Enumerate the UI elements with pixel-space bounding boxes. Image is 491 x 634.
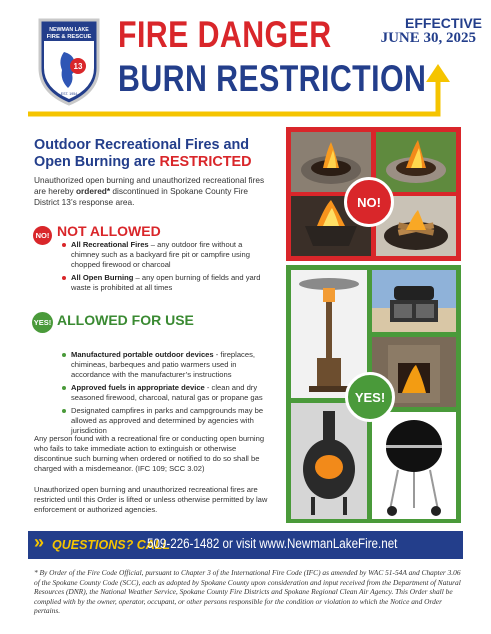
list-item: Designated campfires in parks and campgrounds may be allowed as approved and determined by agencies with jurisdiction — [62, 406, 270, 436]
logo-est: EST. 1954 — [60, 92, 78, 96]
yes-stamp-icon: YES! — [345, 372, 395, 422]
questions-label: QUESTIONS? CALL — [52, 538, 171, 552]
logo-line1: NEWMAN LAKE — [49, 27, 89, 33]
chiminea-photo — [291, 403, 367, 519]
yellow-arrow-icon — [20, 62, 480, 124]
logo-line2: FIRE & RESCUE — [46, 34, 92, 40]
effective-date: JUNE 30, 2025 — [380, 30, 476, 46]
allowed-list — [62, 350, 270, 439]
title-burn-restriction: BURN RESTRICTION — [118, 58, 427, 99]
restricted-intro: Unauthorized open burning and unauthorized recreational fires are hereby ordered* discontinued in Spokane County Fire District 13’s response area. — [34, 175, 265, 207]
restricted-heading — [34, 137, 269, 171]
chevrons-icon: » — [34, 532, 42, 552]
no-stamp-icon: NO! — [344, 177, 394, 227]
list-item: All Open Burning – any open burning of fields and yard waste is prohibited at all times — [62, 273, 267, 293]
stone-fire-ring-photo — [376, 132, 456, 192]
duration-paragraph: Unauthorized open burning and unauthorized recreational fires are restricted until this Order is lifted or unless otherwise permitted by law enforcement or authorized agencies. — [34, 485, 268, 514]
gas-grill-photo — [372, 270, 456, 332]
ordered-bold: ordered* — [75, 186, 111, 196]
effective-label: EFFECTIVE — [405, 15, 483, 31]
restricted-heading-text: Outdoor Recreational Fires and Open Burning are — [34, 137, 250, 170]
contact-phone-website[interactable]: 509-226-1482 or visit www.NewmanLakeFire.net — [147, 536, 398, 551]
charcoal-kettle-grill-photo — [372, 412, 456, 519]
not-allowed-title: NOT ALLOWED — [57, 223, 161, 239]
list-item: Manufactured portable outdoor devices - fireplaces, chimineas, barbeques and patio warmers used in accordance with the manufacturer’s instructions — [62, 350, 270, 380]
list-item: Approved fuels in appropriate device - clean and dry seasoned firewood, charcoal, natural gas or propane gas — [62, 383, 270, 403]
restricted-emphasis: RESTRICTED — [159, 154, 252, 170]
allowed-title: ALLOWED FOR USE — [57, 312, 194, 328]
not-allowed-list — [62, 240, 267, 296]
title-fire-danger: FIRE DANGER — [118, 14, 332, 55]
footnote: * By Order of the Fire Code Official, pursuant to Chapter 3 of the International Fire Code (IFC) as amended by WAC 51-54A and Chapter 3.06 of the Spokane County Code (SCC), each as adopted by Spokane County upon consideration and input received from the Department of Natural Resources (DNR), the National Weather Service, Spokane County Fire Districts and Spokane Regional Clean Air Agency. This Order shall be complied with by the owner, operator, occupant, or other persons responsible for the condition or violation to which the Notice and Order pertains. — [34, 568, 461, 616]
yes-badge-icon: YES! — [32, 312, 53, 333]
no-badge-icon: NO! — [33, 226, 52, 245]
enforcement-paragraph: Any person found with a recreational fire or conducting open burning who fails to take immediate action to extinguish or otherwise discontinue such burning when ordered or notified to do so shall be charged with a misdemeanor. (IFC 109; SCC 3.02) — [34, 434, 265, 473]
list-item: All Recreational Fires – any outdoor fire without a chimney such as a backyard fire pit or campfire using chopped firewood or charcoal — [62, 240, 267, 270]
logo-number: 13 — [73, 62, 83, 71]
